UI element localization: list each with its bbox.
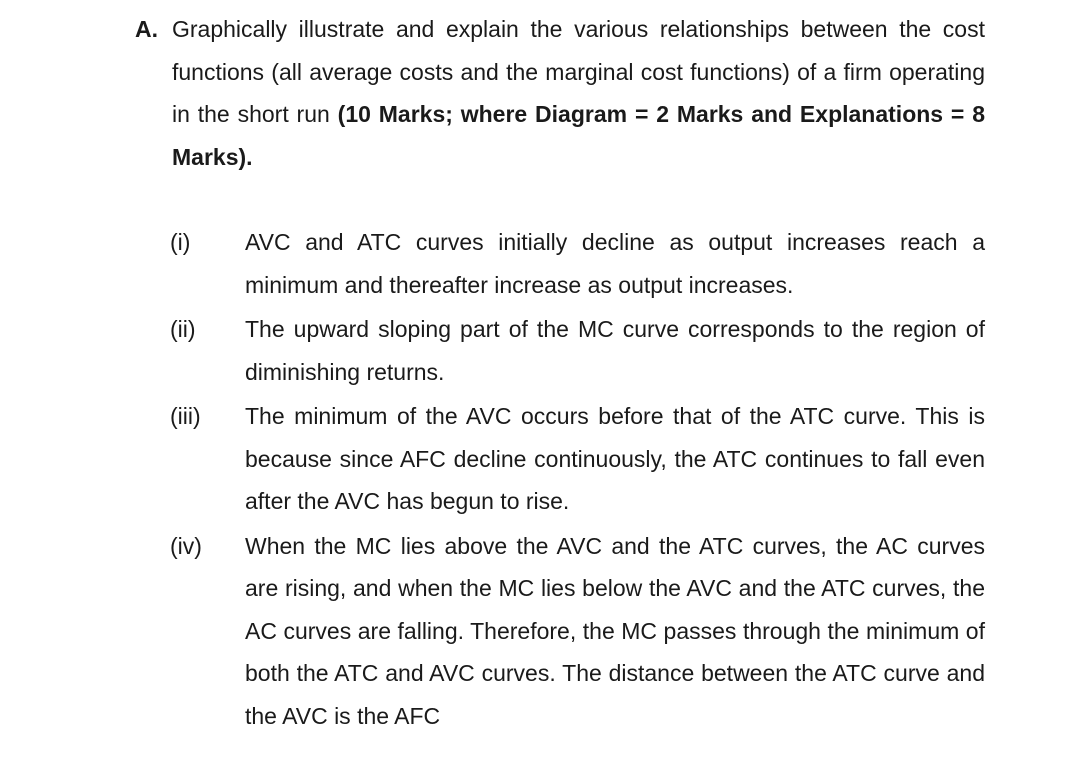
item-number: (iv) <box>170 532 202 559</box>
item-text: The upward sloping part of the MC curve corresponds to the region of diminishing returns. <box>245 316 985 385</box>
item-text: The minimum of the AVC occurs before that of the ATC curve. This is because since AFC decline continuously, the ATC continues to fall even after the AVC has begun to rise. <box>245 403 985 514</box>
item-text: When the MC lies above the AVC and the ATC curves, the AC curves are rising, and when the MC lies below the AVC and the ATC curves, the AC curves are falling. Therefore, the MC passes through the minimum of both the ATC and AVC curves. The distance between the ATC curve and the AVC is the AFC <box>245 532 985 729</box>
list-item <box>170 525 985 738</box>
question-label: A. <box>135 16 158 42</box>
item-number: (iii) <box>170 403 201 429</box>
item-text: AVC and ATC curves initially decline as output increases reach a minimum and thereafter increase as output increases. <box>245 229 985 298</box>
question-text <box>172 8 985 178</box>
question-marks: (10 Marks; where Diagram = 2 Marks and Explanations = 8 Marks). <box>172 101 986 170</box>
question-text-plain: Graphically illustrate and explain the various relationships between the cost functions (all average costs and the marginal cost functions) of a firm operating in the short run <box>172 16 985 127</box>
list-item <box>170 308 985 393</box>
answer-list <box>170 221 985 737</box>
list-item <box>170 395 985 523</box>
item-number: (i) <box>170 229 191 255</box>
question-block <box>135 8 985 178</box>
item-number: (ii) <box>170 316 196 342</box>
list-item <box>170 221 985 306</box>
